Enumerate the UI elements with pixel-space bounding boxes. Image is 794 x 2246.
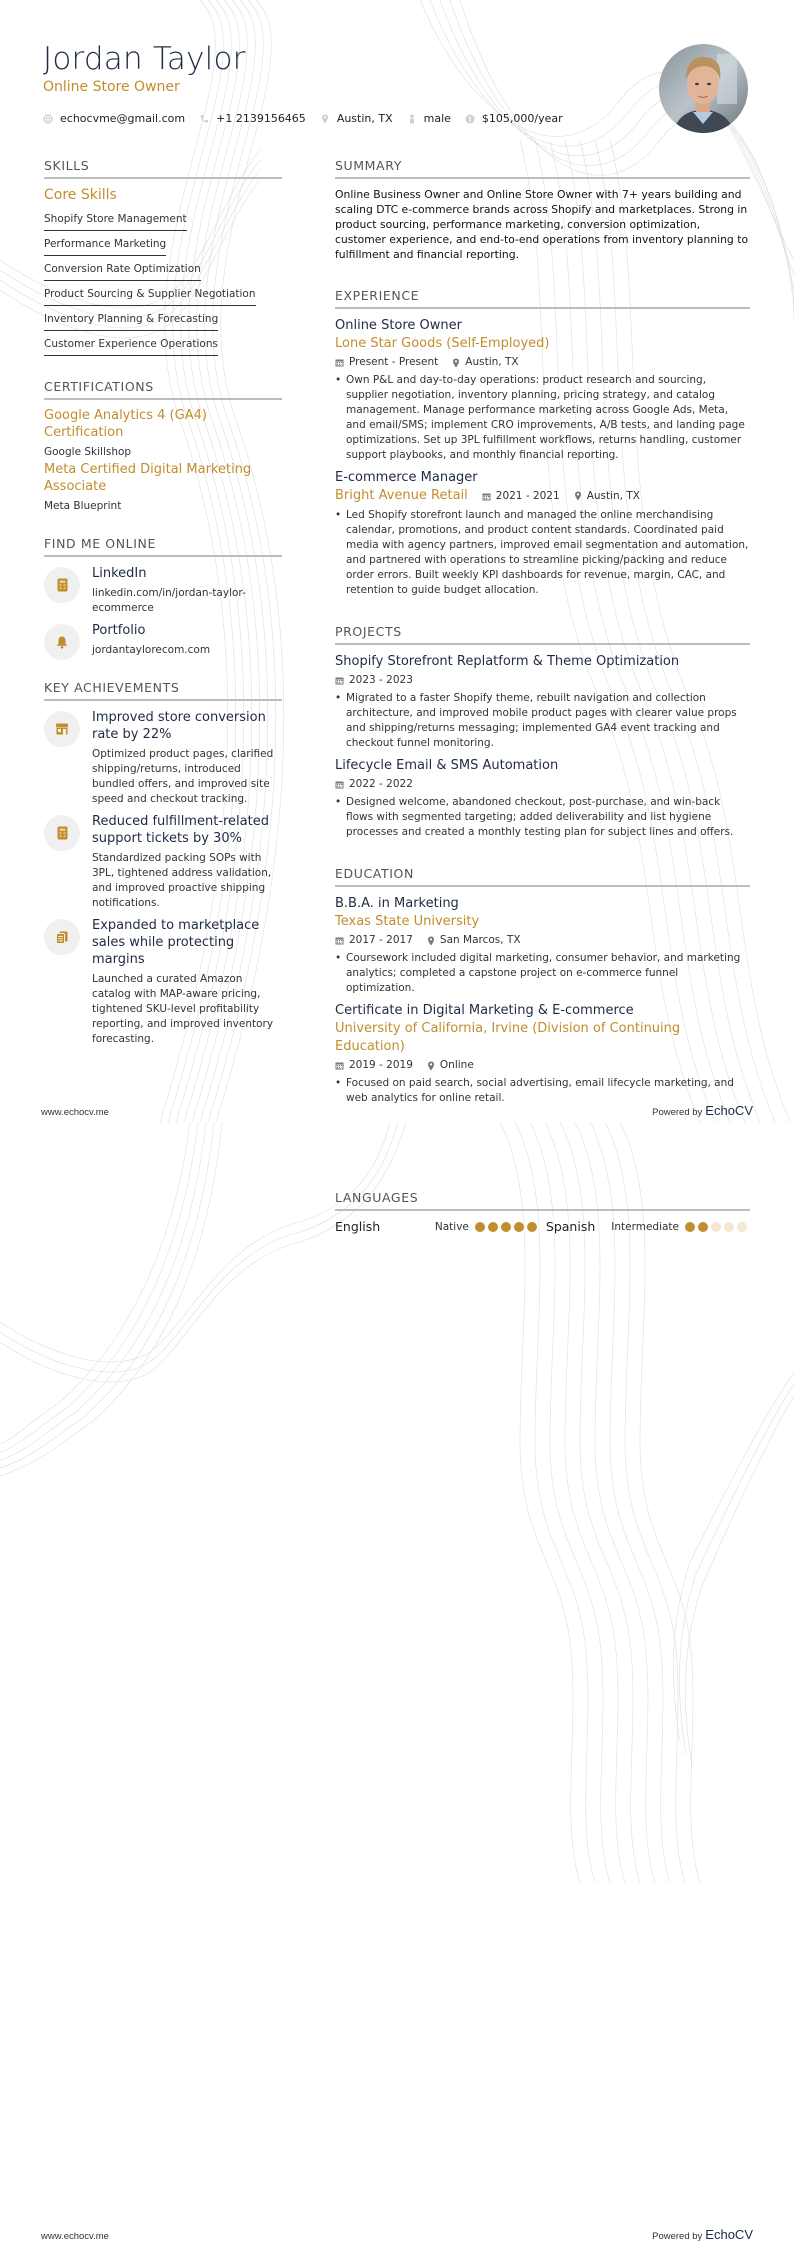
skill-item: Conversion Rate Optimization	[44, 259, 201, 281]
project-bullets	[335, 691, 750, 751]
bullet-item: • Led Shopify storefront launch and managed the online merchandising calendar, promotions, and product content standards. Coordinated paid media with agency partners, improved email segmentation and automation, and partnered with operations to streamline picking/packing and reduce order errors. Built weekly KPI dashboards for revenue, margin, CAC, and retention to guide budget allocation.	[335, 508, 750, 598]
contact-salary	[465, 112, 563, 125]
project-meta	[335, 777, 750, 792]
achievement-description: Optimized product pages, clarified shipping/returns, introduced bundled offers, and improved site speed and checkout tracking.	[92, 748, 274, 805]
online-url[interactable]: linkedin.com/in/jordan-taylor-ecommerce	[92, 587, 246, 614]
achievement-item	[44, 917, 282, 1049]
footer-site-link[interactable]: www.echocv.me	[41, 1107, 109, 1118]
projects-section	[335, 624, 750, 840]
rating-dot-filled	[514, 1222, 524, 1232]
calendar-icon	[335, 358, 344, 367]
skill-item: Customer Experience Operations	[44, 334, 218, 356]
avatar	[659, 44, 748, 133]
location-pin-icon	[452, 358, 460, 368]
achievement-title: Reduced fulfillment-related support tickets by 30%	[92, 814, 269, 846]
footer-powered	[652, 2227, 753, 2242]
language-level: Intermediate	[611, 1220, 679, 1233]
location-pin-icon	[574, 491, 582, 501]
online-label: LinkedIn	[92, 566, 147, 581]
job-meta	[335, 355, 750, 370]
education-location: Online	[439, 1059, 474, 1071]
bullet-item: • Focused on paid search, social advertising, email lifecycle marketing, and web analytics for online retail.	[335, 1076, 750, 1106]
bullet-item: • Designed welcome, abandoned checkout, post-purchase, and win-back flows with segmented targeting; added deliverability and list hygiene processes and created a monthly testing plan for subject lines and offers.	[335, 795, 750, 840]
rating-dot-empty	[724, 1222, 734, 1232]
project-title: Shopify Storefront Replatform & Theme Optimization	[335, 654, 680, 669]
contact-location-value: Austin, TX	[336, 112, 393, 125]
job-meta	[482, 489, 654, 504]
contact-gender	[407, 112, 451, 125]
certifications-heading: CERTIFICATIONS	[44, 379, 282, 400]
rating-dot-empty	[737, 1222, 747, 1232]
rating-dot-empty	[711, 1222, 721, 1232]
footer-powered-label: Powered by	[652, 2231, 703, 2242]
degree-title: B.B.A. in Marketing	[335, 896, 459, 911]
calendar-icon	[335, 936, 344, 945]
school-name: University of California, Irvine (Division of Continuing Education)	[335, 1021, 681, 1054]
languages-heading: LANGUAGES	[335, 1190, 750, 1211]
achievements-heading: KEY ACHIEVEMENTS	[44, 680, 282, 701]
education-section	[335, 866, 750, 1106]
online-section	[44, 536, 282, 660]
education-bullets	[335, 951, 750, 996]
resume-page-1	[0, 0, 794, 1122]
certification-issuer: Google Skillshop	[44, 446, 132, 458]
language-list	[335, 1219, 750, 1234]
certification-name: Meta Certified Digital Marketing Associate	[44, 462, 252, 494]
footer-brand[interactable]: EchoCV	[705, 2227, 753, 2242]
rating-dot-filled	[488, 1222, 498, 1232]
skills-section	[44, 158, 282, 357]
experience-entry	[335, 317, 750, 463]
salary-icon	[465, 114, 475, 124]
education-meta	[335, 1058, 750, 1073]
footer-powered	[652, 1103, 753, 1118]
resume-header	[43, 40, 643, 125]
email-icon	[43, 114, 53, 124]
skills-group-title: Core Skills	[44, 187, 117, 203]
summary-section	[335, 158, 750, 262]
contact-phone[interactable]	[199, 112, 306, 125]
education-location: San Marcos, TX	[439, 934, 521, 946]
project-meta	[335, 673, 750, 688]
experience-section	[335, 288, 750, 598]
contact-phone-value: +1 2139156465	[216, 112, 306, 125]
achievement-description: Launched a curated Amazon catalog with MAP-aware pricing, tightened SKU-level profitability reporting, and improved inventory forecasting.	[92, 973, 274, 1045]
job-dates: Present - Present	[349, 356, 439, 368]
right-column	[335, 158, 750, 1122]
rating-dot-filled	[527, 1222, 537, 1232]
language-rating	[475, 1222, 540, 1232]
job-location: Austin, TX	[465, 356, 519, 368]
summary-heading: SUMMARY	[335, 158, 750, 179]
skill-item: Product Sourcing & Supplier Negotiation	[44, 284, 256, 306]
calendar-icon	[482, 492, 491, 501]
bell-icon	[44, 624, 80, 660]
footer-site-link[interactable]: www.echocv.me	[41, 2231, 109, 2242]
online-label: Portfolio	[92, 623, 146, 638]
education-meta	[335, 933, 750, 948]
bullet-item: • Migrated to a faster Shopify theme, rebuilt navigation and collection architecture, and improved mobile product pages with clearer value props and shipping/returns messaging; implemented GA4 event tracking and checkout funnel monitoring.	[335, 691, 750, 751]
job-dates: 2021 - 2021	[495, 489, 560, 502]
person-icon	[407, 114, 417, 124]
certification-name: Google Analytics 4 (GA4) Certification	[44, 408, 207, 440]
location-pin-icon	[427, 936, 435, 946]
languages-section	[335, 1190, 750, 1234]
education-heading: EDUCATION	[335, 866, 750, 887]
online-heading: FIND ME ONLINE	[44, 536, 282, 557]
certification-issuer: Meta Blueprint	[44, 500, 122, 512]
avatar-photo	[659, 44, 748, 133]
copy-icon	[44, 919, 80, 955]
certification-item	[44, 462, 282, 512]
phone-icon	[199, 114, 209, 124]
left-column	[44, 158, 282, 1073]
job-bullets	[335, 508, 750, 598]
achievement-title: Expanded to marketplace sales while protecting margins	[92, 918, 260, 967]
degree-title: Certificate in Digital Marketing & E-commerce	[335, 1003, 634, 1018]
language-level: Native	[434, 1220, 469, 1233]
summary-text: Online Business Owner and Online Store Owner with 7+ years building and scaling DTC e-commerce brands across Shopify and marketplaces. Strong in product sourcing, performance marketing, conversion optimization, customer experience, and end-to-end operations from inventory planning to fulfillment and financial reporting.	[335, 188, 749, 261]
contact-email-value: echocvme@gmail.com	[60, 112, 186, 125]
candidate-role: Online Store Owner	[43, 79, 180, 95]
background-wave-pattern	[0, 1122, 794, 2246]
footer-brand[interactable]: EchoCV	[705, 1103, 753, 1118]
job-location: Austin, TX	[586, 489, 640, 502]
experience-entry	[335, 469, 750, 598]
contact-gender-value: male	[423, 112, 451, 125]
calendar-icon	[335, 676, 344, 685]
bullet-item: • Coursework included digital marketing, consumer behavior, and marketing analytics; completed a capstone project on e-commerce funnel optimization.	[335, 951, 750, 996]
school-name: Texas State University	[335, 914, 480, 929]
certification-item	[44, 408, 282, 458]
project-dates: 2022 - 2022	[349, 778, 413, 790]
achievement-description: Standardized packing SOPs with 3PL, tightened address validation, and improved proactive shipping notifications.	[92, 852, 272, 909]
achievement-title: Improved store conversion rate by 22%	[92, 710, 266, 742]
achievement-item	[44, 813, 282, 913]
contact-location	[320, 112, 393, 125]
candidate-name: Jordan Taylor	[43, 41, 246, 77]
projects-heading: PROJECTS	[335, 624, 750, 645]
project-entry	[335, 757, 750, 840]
skill-item: Inventory Planning & Forecasting	[44, 309, 218, 331]
education-entry	[335, 1002, 750, 1106]
resume-page-2	[0, 1122, 794, 2246]
company-name: Bright Avenue Retail	[335, 488, 468, 503]
skill-item: Shopify Store Management	[44, 209, 187, 231]
education-dates: 2017 - 2017	[349, 934, 413, 946]
job-title: Online Store Owner	[335, 318, 463, 333]
achievements-section	[44, 680, 282, 1049]
achievement-item	[44, 709, 282, 809]
skills-heading: SKILLS	[44, 158, 282, 179]
store-icon	[44, 711, 80, 747]
project-title: Lifecycle Email & SMS Automation	[335, 758, 559, 773]
education-entry	[335, 895, 750, 996]
location-icon	[320, 114, 330, 124]
project-bullets	[335, 795, 750, 840]
page-footer	[41, 1103, 753, 1118]
page-footer	[41, 2227, 753, 2242]
rating-dot-filled	[475, 1222, 485, 1232]
calendar-icon	[335, 780, 344, 789]
linkedin-icon	[44, 567, 80, 603]
online-item-portfolio[interactable]	[44, 622, 282, 660]
education-bullets	[335, 1076, 750, 1106]
company-name: Lone Star Goods (Self-Employed)	[335, 336, 550, 351]
location-pin-icon	[427, 1061, 435, 1071]
rating-dot-filled	[698, 1222, 708, 1232]
online-item-linkedin[interactable]	[44, 565, 282, 616]
rating-dot-filled	[501, 1222, 511, 1232]
certifications-section	[44, 379, 282, 512]
language-name: Spanish	[545, 1219, 596, 1234]
contact-salary-value: $105,000/year	[481, 112, 563, 125]
experience-heading: EXPERIENCE	[335, 288, 750, 309]
footer-powered-label: Powered by	[652, 1107, 703, 1118]
project-entry	[335, 653, 750, 751]
language-rating	[685, 1222, 750, 1232]
contact-list	[43, 112, 643, 125]
online-url[interactable]: jordantaylorecom.com	[92, 644, 211, 656]
calculator-icon	[44, 815, 80, 851]
job-title: E-commerce Manager	[335, 470, 478, 485]
rating-dot-filled	[685, 1222, 695, 1232]
contact-email[interactable]	[43, 112, 185, 125]
skill-item: Performance Marketing	[44, 234, 166, 256]
language-name: English	[335, 1219, 381, 1234]
education-dates: 2019 - 2019	[349, 1059, 413, 1071]
project-dates: 2023 - 2023	[349, 674, 413, 686]
calendar-icon	[335, 1061, 344, 1070]
bullet-item: • Own P&L and day-to-day operations: product research and sourcing, supplier negotiation, inventory planning, pricing strategy, and catalog management. Manage performance marketing across Google Ads, Meta, and email/SMS; implement CRO improvements, A/B tests, and landing page optimizations. Set up 3PL fulfillment workflows, returns handling, customer support playbooks, and monthly financial reporting.	[335, 373, 750, 463]
job-bullets	[335, 373, 750, 463]
